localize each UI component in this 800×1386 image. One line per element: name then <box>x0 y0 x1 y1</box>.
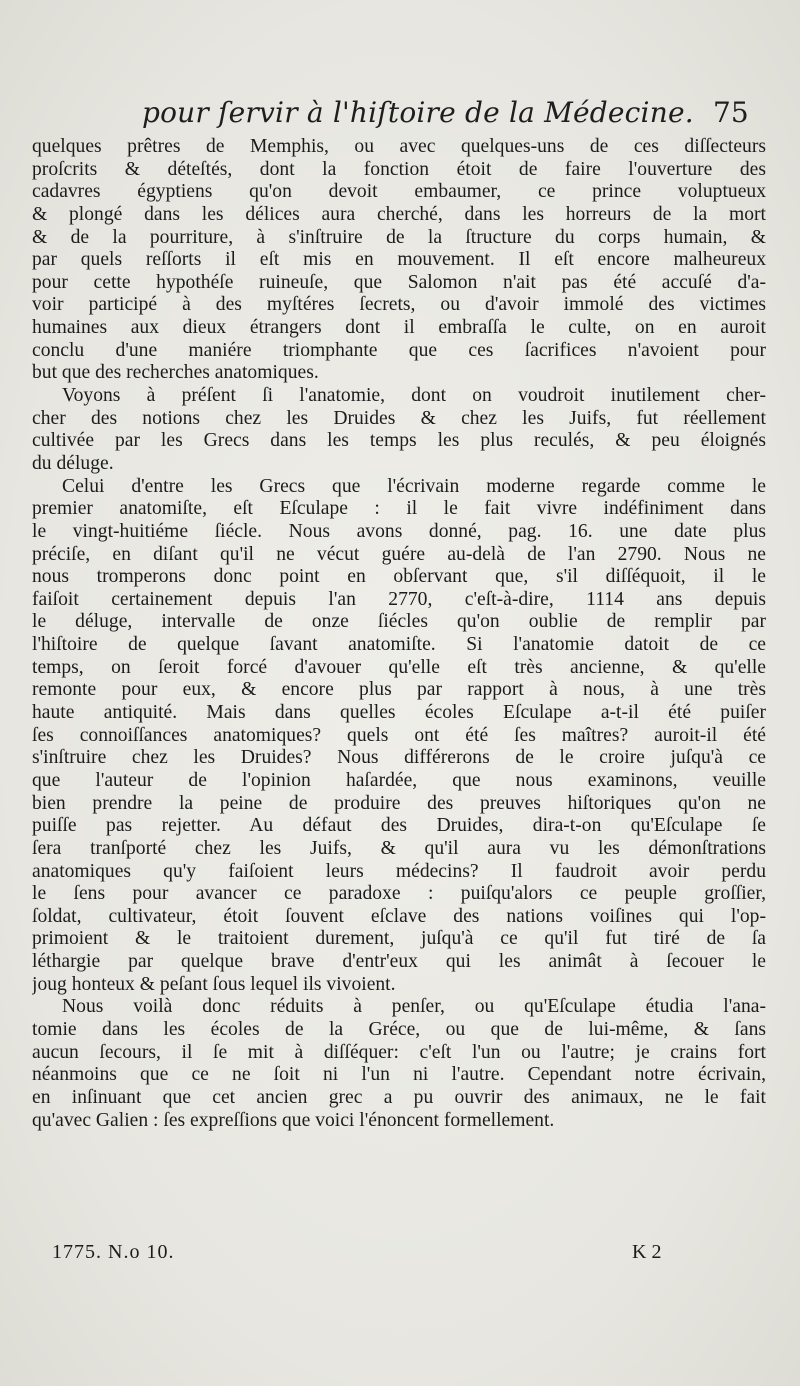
text-line: par quels reſſorts il eſt mis en mouvement. Il eſt encore malheureux <box>32 249 766 271</box>
text-line: conclu d'une maniére triomphante que ces ſacrifices n'avoient pour <box>32 339 766 361</box>
page-footer <box>0 1238 800 1268</box>
text-line: que l'auteur de l'opinion haſardée, que nous examinons, veuille <box>32 769 766 791</box>
paragraph <box>32 996 766 1132</box>
text-line: pour cette hypothéſe ruineuſe, que Salomon n'ait pas été accuſé d'a- <box>32 271 766 293</box>
text-line: & plongé dans les délices aura cherché, dans les horreurs de la mort <box>32 203 766 225</box>
text-line: ſera tranſporté chez les Juifs, & qu'il aura vu les démonſtrations <box>32 837 766 859</box>
text-line: faiſoit certainement depuis l'an 2770, c'eſt-à-dire, 1114 ans depuis <box>32 588 766 610</box>
text-line: premier anatomiſte, eſt Eſculape : il le fait vivre indéfiniment dans <box>32 498 766 520</box>
text-line: léthargie par quelque brave d'entr'eux qui les animât à ſecouer le <box>32 951 766 973</box>
paragraph <box>32 476 766 997</box>
text-line: nous tromperons donc point en obſervant que, s'il diſſéquoit, il le <box>32 566 766 588</box>
text-line: l'hiſtoire de quelque ſavant anatomiſte. Si l'anatomie datoit de ce <box>32 634 766 656</box>
text-line: aucun ſecours, il ſe mit à diſſéquer: c'eſt l'un ou l'autre; je crains fort <box>32 1041 766 1063</box>
text-line: temps, on ſeroit forcé d'avouer qu'elle eſt très ancienne, & qu'elle <box>32 656 766 678</box>
paragraph <box>32 136 766 385</box>
page-number: 75 <box>713 96 749 129</box>
signature-mark: 1775. N.o 10. <box>52 1241 175 1263</box>
text-line: le vingt-huitiéme ſiécle. Nous avons donné, pag. 16. une date plus <box>32 520 766 542</box>
text-line: du déluge. <box>32 452 114 474</box>
text-line: cher des notions chez les Druides & chez les Juifs, fut réellement <box>32 407 766 429</box>
text-line: bien prendre la peine de produire des preuves hiſtoriques qu'on ne <box>32 792 766 814</box>
text-line: joug honteux & peſant ſous lequel ils vivoient. <box>32 973 396 995</box>
text-line: humaines aux dieux étrangers dont il embraſſa le culte, on en auroit <box>32 317 766 339</box>
text-line: Voyons à préſent ſi l'anatomie, dont on voudroit inutilement cher- <box>62 385 766 407</box>
text-line: en inſinuant que cet ancien grec a pu ouvrir des animaux, ne le fait <box>32 1086 766 1108</box>
body-text <box>32 136 766 1132</box>
running-title: pour ſervir à l'hiſtoire de la Médecine. <box>142 96 694 129</box>
text-line: ſes connoiſſances anatomiques? quels ont été ſes maîtres? auroit-il été <box>32 724 766 746</box>
text-line: tomie dans les écoles de la Gréce, ou que de lui-même, & ſans <box>32 1018 766 1040</box>
text-line: ſoldat, cultivateur, étoit ſouvent eſclave des nations voiſines qui l'op- <box>32 905 766 927</box>
text-line: néanmoins que ce ne ſoit ni l'un ni l'autre. Cependant notre écrivain, <box>32 1064 766 1086</box>
text-line: but que des recherches anatomiques. <box>32 362 319 384</box>
text-line: Nous voilà donc réduits à penſer, ou qu'Eſculape étudia l'ana- <box>62 996 766 1018</box>
text-line: voir participé à des myſtéres ſecrets, ou d'avoir immolé des victimes <box>32 294 766 316</box>
text-line: cultivée par les Grecs dans les temps les plus reculés, & peu éloignés <box>32 430 766 452</box>
page-header <box>0 94 800 138</box>
text-line: cadavres égyptiens qu'on devoit embaumer, ce prince voluptueux <box>32 181 766 203</box>
text-line: primoient & le traitoient durement, juſqu'à ce qu'il fut tiré de ſa <box>32 928 766 950</box>
text-line: le déluge, intervalle de onze ſiécles qu'on oublie de remplir par <box>32 611 766 633</box>
text-line: puiſſe pas rejetter. Au défaut des Druides, dira-t-on qu'Eſculape ſe <box>32 815 766 837</box>
text-line: le ſens pour avancer ce paradoxe : puiſqu'alors ce peuple groſſier, <box>32 883 766 905</box>
text-line: Celui d'entre les Grecs que l'écrivain moderne regarde comme le <box>62 475 766 497</box>
paragraph <box>32 385 766 476</box>
text-line: haute antiquité. Mais dans quelles écoles Eſculape a-t-il été puiſer <box>32 702 766 724</box>
text-line: anatomiques qu'y faiſoient leurs médecins? Il faudroit avoir perdu <box>32 860 766 882</box>
text-line: qu'avec Galien : ſes expreſſions que voici l'énoncent formellement. <box>32 1109 555 1131</box>
text-line: remonte pour eux, & encore plus par rapport à nous, à une très <box>32 679 766 701</box>
text-line: & de la pourriture, à s'inſtruire de la ſtructure du corps humain, & <box>32 226 766 248</box>
text-line: préciſe, en diſant qu'il ne vécut guére au-delà de l'an 2790. Nous ne <box>32 543 766 565</box>
text-line: quelques prêtres de Memphis, ou avec quelques-uns de ces diſſecteurs <box>32 136 766 157</box>
text-line: proſcrits & déteſtés, dont la fonction étoit de faire l'ouverture des <box>32 158 766 180</box>
signature-code: K 2 <box>632 1241 662 1263</box>
text-line: s'inſtruire chez les Druides? Nous différerons de le croire juſqu'à ce <box>32 747 766 769</box>
